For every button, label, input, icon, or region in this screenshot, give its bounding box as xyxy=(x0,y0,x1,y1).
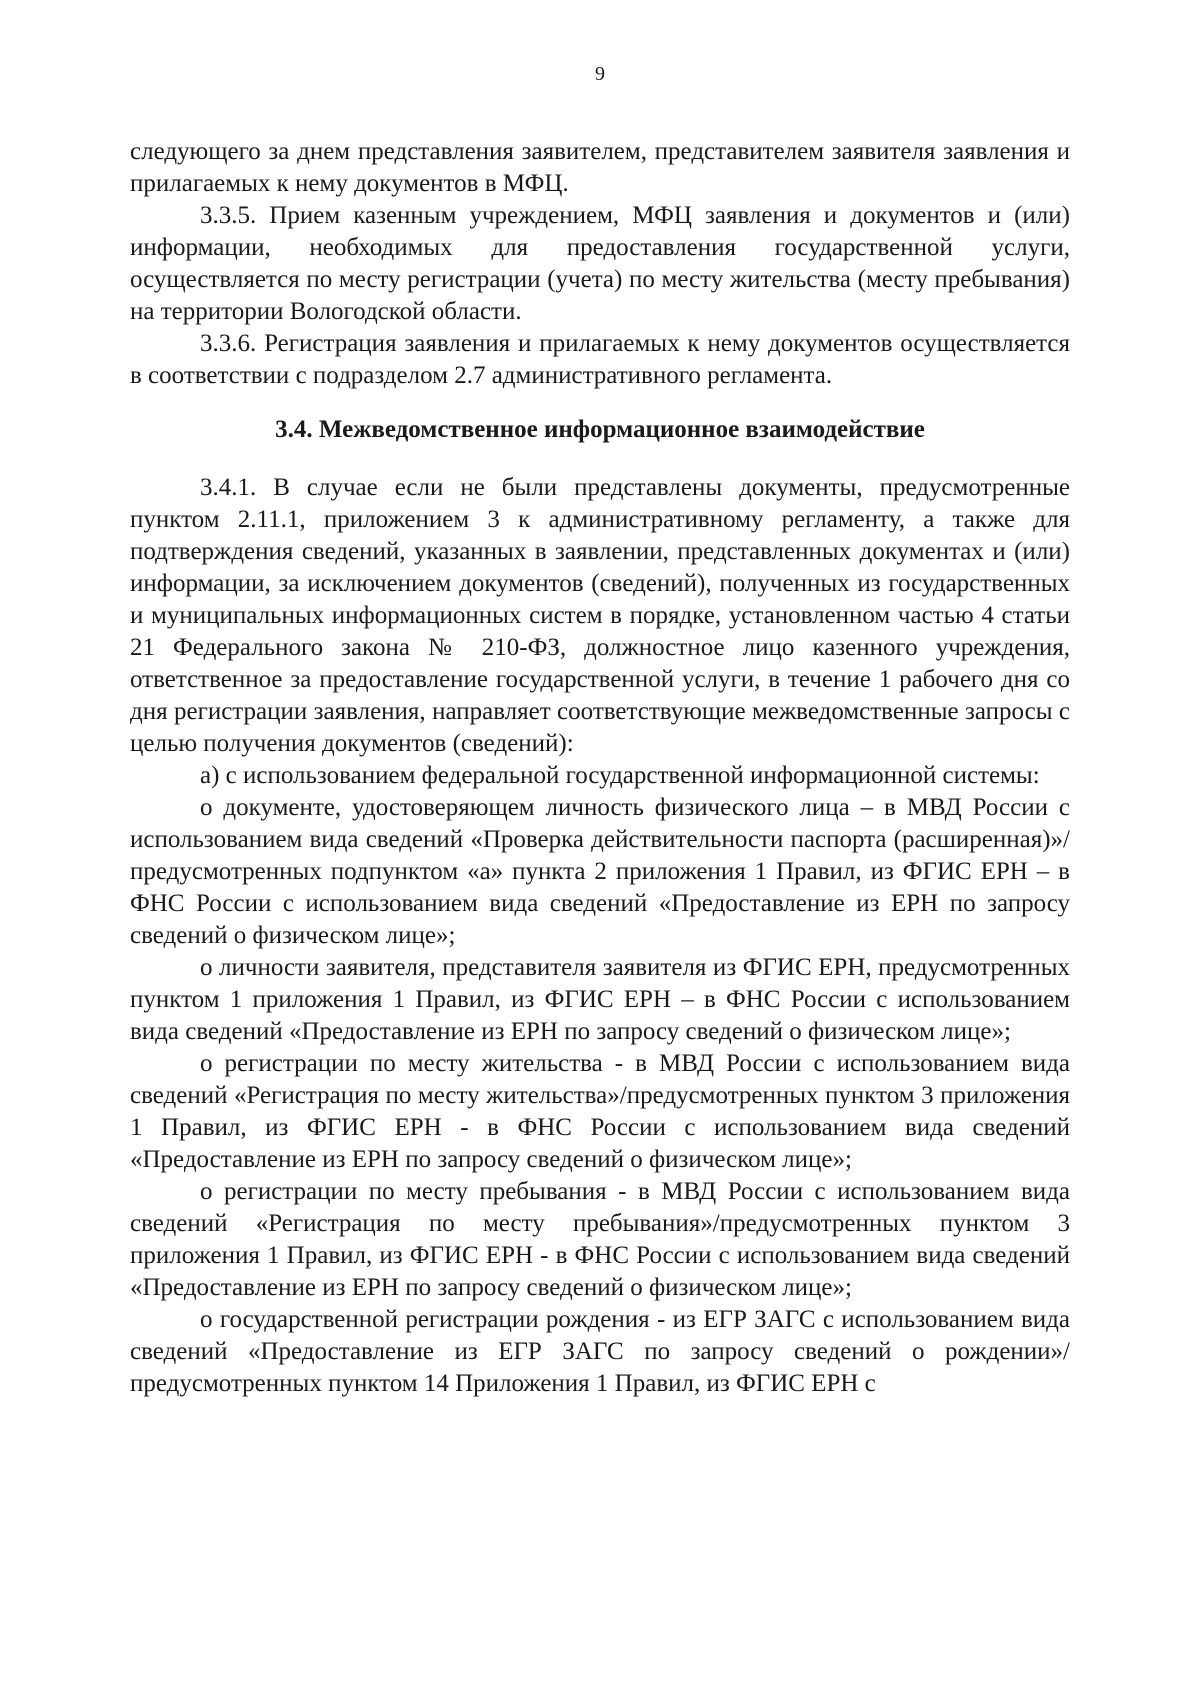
document-body xyxy=(130,136,1070,1400)
paragraph-3-4-1: 3.4.1. В случае если не были представлены документы, предусмотренные пунктом 2.11.1, приложением 3 к административному регламенту, а также для подтверждения сведений, указанных в заявлении, представленных документах и (или) информации, за исключением документов (сведений), полученных из государственных и муниципальных информационных систем в порядке, установленном частью 4 статьи 21 Федерального закона № 210-ФЗ, должностное лицо казенного учреждения, ответственное за предоставление государственной услуги, в течение 1 рабочего дня со дня регистрации заявления, направляет соответствующие межведомственные запросы с целью получения документов (сведений): xyxy=(130,474,1070,757)
paragraph-3-3-6: 3.3.6. Регистрация заявления и прилагаемых к нему документов осуществляется в соответствии с подразделом 2.7 административного регламента. xyxy=(130,330,1070,389)
page-number: 9 xyxy=(595,63,605,85)
paragraph-identity-document: о документе, удостоверяющем личность физического лица – в МВД России с использованием вида сведений «Проверка действительности паспорта (расширенная)»/предусмотренных подпунктом «а» пункта 2 приложения 1 Правил, из ФГИС ЕРН – в ФНС России с использованием вида сведений «Предоставление из ЕРН по запросу сведений о физическом лице»; xyxy=(130,794,1070,949)
paragraph-birth-registration: о государственной регистрации рождения - из ЕГР ЗАГС с использованием вида сведений «Предоставление из ЕГР ЗАГС по запросу сведений о рождении»/предусмотренных пунктом 14 Приложения 1 Правил, из ФГИС ЕРН с xyxy=(130,1306,1070,1397)
paragraph-stay-registration: о регистрации по месту пребывания - в МВД России с использованием вида сведений «Регистрация по месту пребывания»/предусмотренных пунктом 3 приложения 1 Правил, из ФГИС ЕРН - в ФНС России с использованием вида сведений «Предоставление из ЕРН по запросу сведений о физическом лице»; xyxy=(130,1178,1070,1301)
section-heading-3-4: 3.4. Межведомственное информационное взаимодействие xyxy=(275,416,925,443)
paragraph-residence-registration: о регистрации по месту жительства - в МВД России с использованием вида сведений «Регистрация по месту жительства»/предусмотренных пунктом 3 приложения 1 Правил, из ФГИС ЕРН - в ФНС России с использованием вида сведений «Предоставление из ЕРН по запросу сведений о физическом лице»; xyxy=(130,1050,1070,1173)
paragraph-continuation: следующего за днем представления заявителем, представителем заявителя заявления и прилагаемых к нему документов в МФЦ. xyxy=(130,138,1070,197)
paragraph-applicant-identity: о личности заявителя, представителя заявителя из ФГИС ЕРН, предусмотренных пунктом 1 приложения 1 Правил, из ФГИС ЕРН – в ФНС России с использованием вида сведений «Предоставление из ЕРН по запросу сведений о физическом лице»; xyxy=(130,954,1070,1045)
paragraph-item-a: а) с использованием федеральной государственной информационной системы: xyxy=(200,762,1040,789)
paragraph-3-3-5: 3.3.5. Прием казенным учреждением, МФЦ заявления и документов и (или) информации, необходимых для предоставления государственной услуги, осуществляется по месту регистрации (учета) по месту жительства (месту пребывания) на территории Вологодской области. xyxy=(130,202,1070,325)
